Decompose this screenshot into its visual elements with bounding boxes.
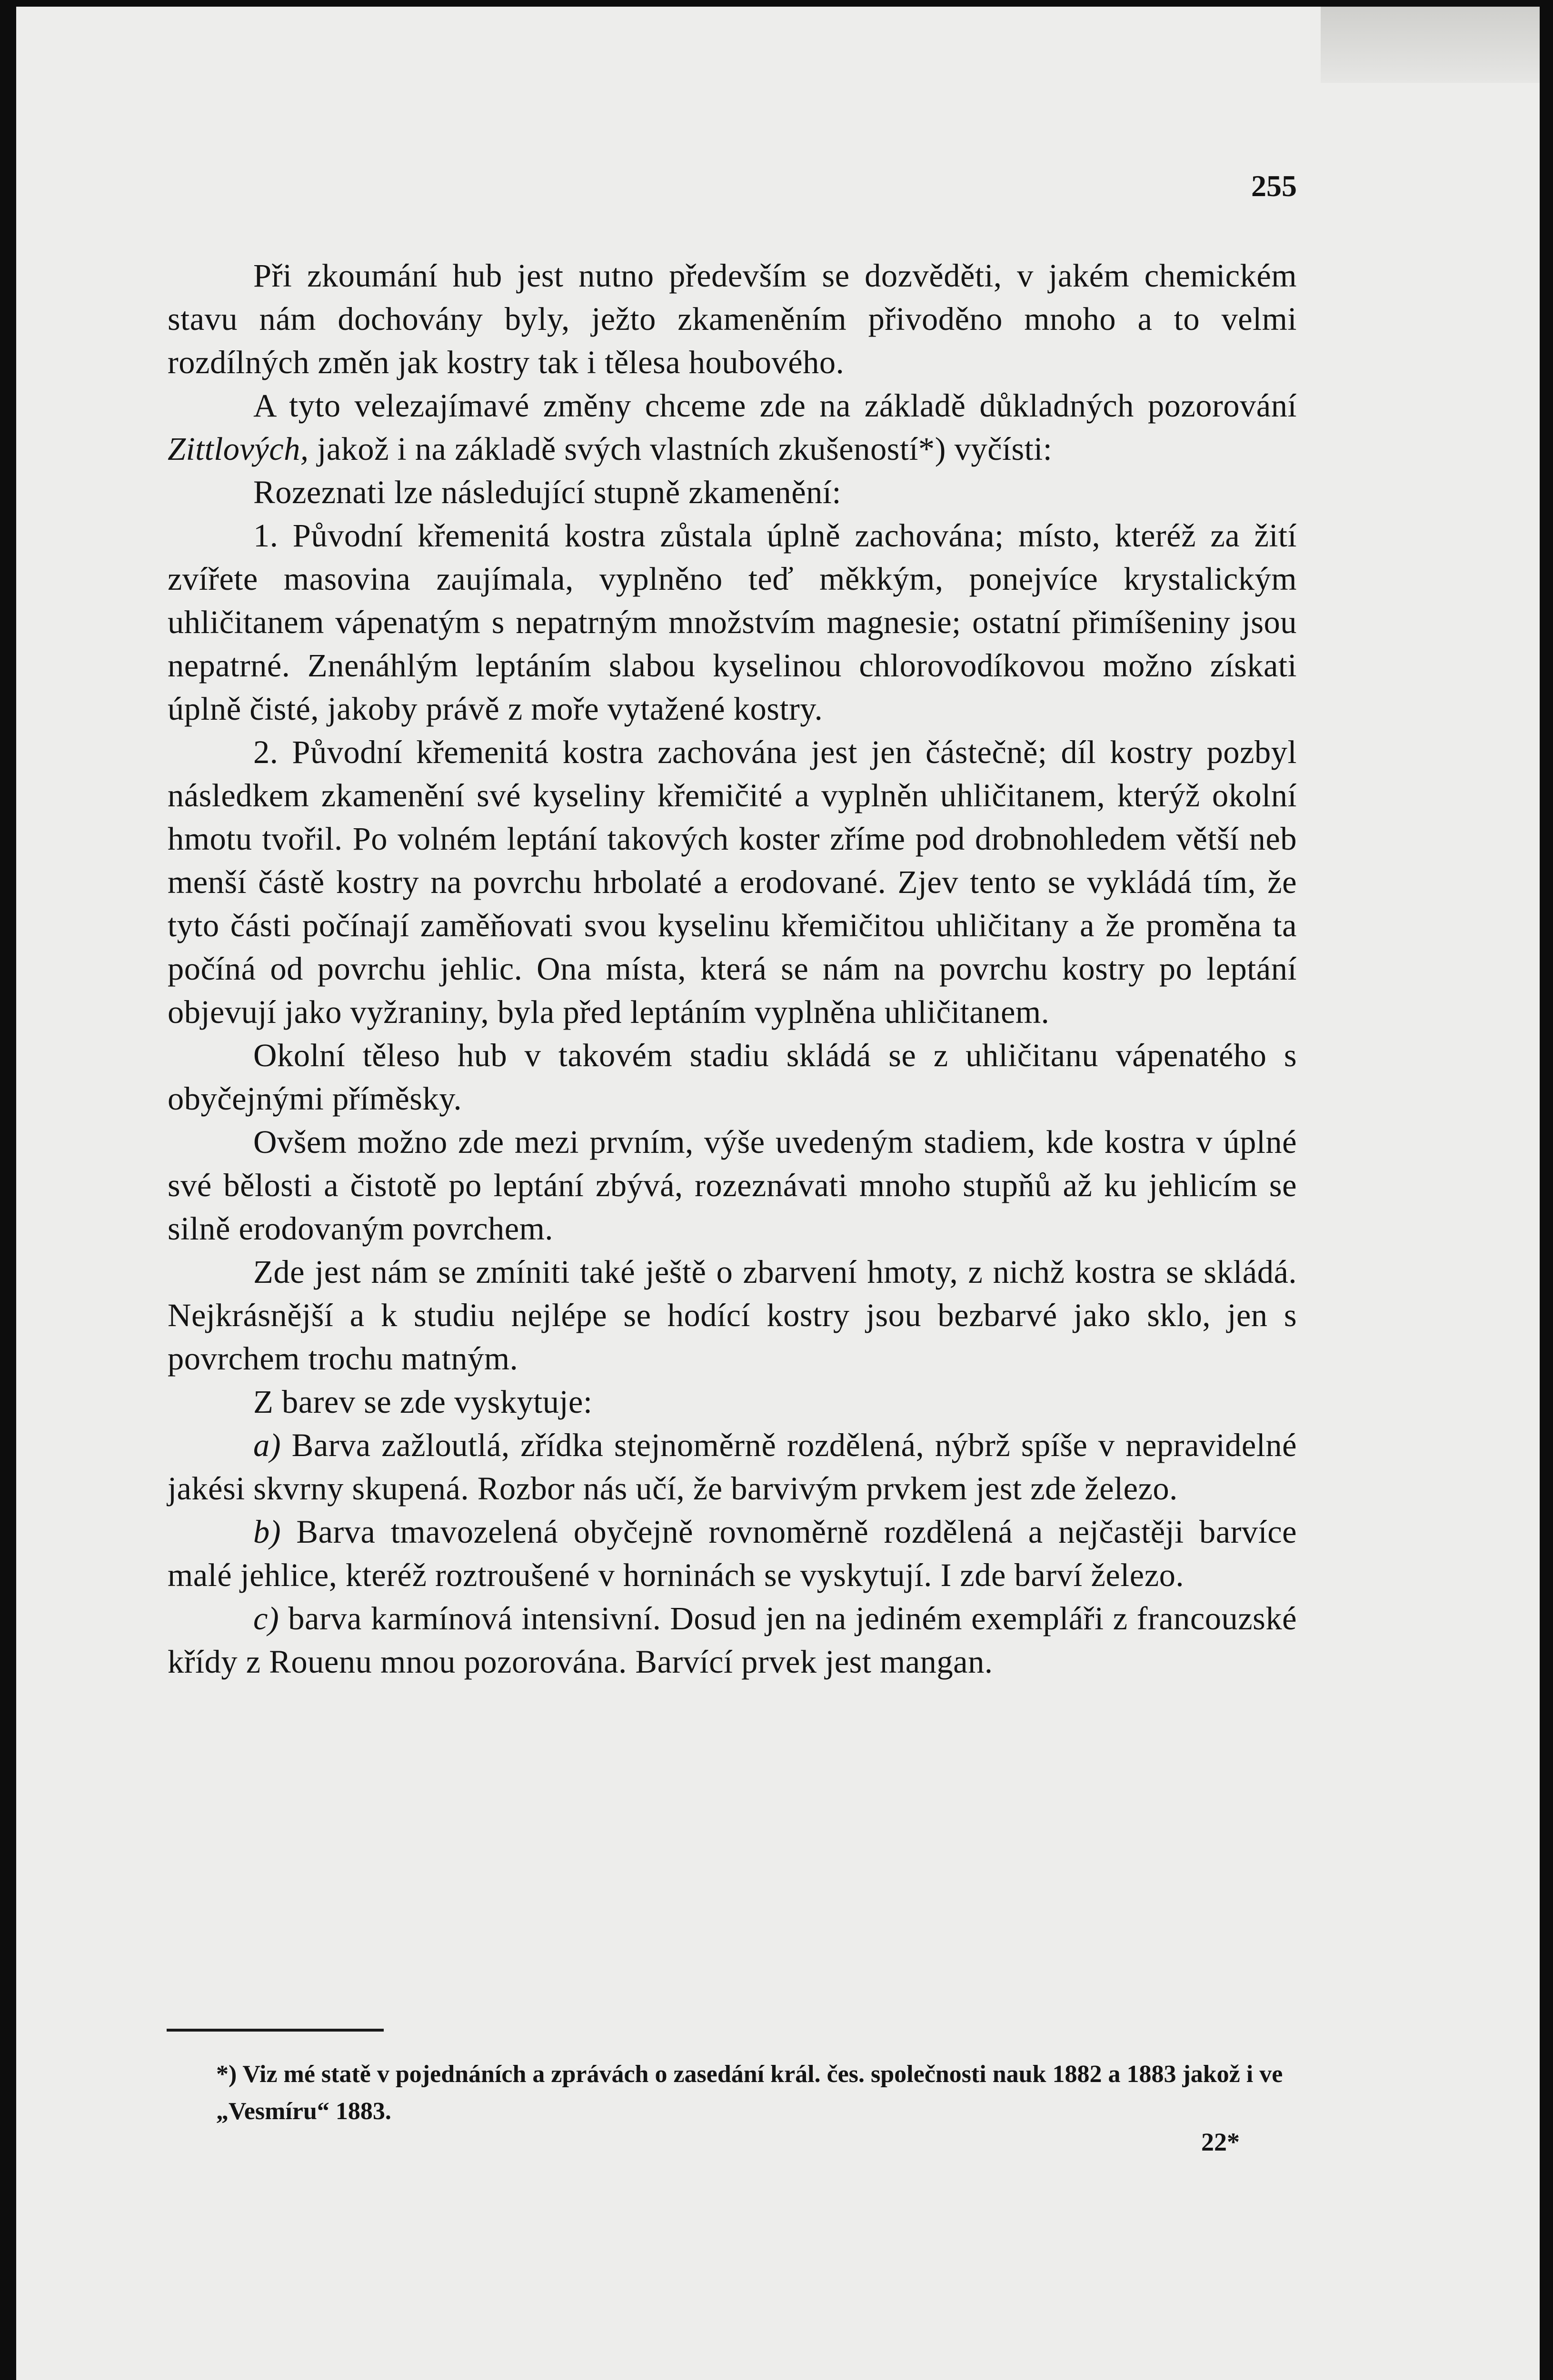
list-label-a: a) xyxy=(253,1427,281,1463)
paragraph-observations xyxy=(168,384,1297,471)
paragraph-stage-1: 1. Původní křemenitá kostra zůstala úplně zachována; místo, kteréž za žití zvířete masovina zaujímala, vyplněno teď měkkým, ponejvíce krystalickým uhličitanem vápenatým s nepatrným množstvím magnesie; ostatní přimíšeniny jsou nepatrné. Znenáhlým leptáním slabou kyselinou chlorovodíkovou možno získati úplně čisté, jakoby právě z moře vytažené kostry. xyxy=(168,517,1297,727)
book-page xyxy=(16,7,1540,2380)
paragraph-intro: Při zkoumání hub jest nutno především se dozvěděti, v jakém chemickém stavu nám dochovány byly, ježto zkameněním přivoděno mnoho a to velmi rozdílných změn jak kostry tak i tělesa houbového. xyxy=(168,258,1297,380)
footnote: *) Viz mé statě v pojednáních a zprávách o zasedání král. čes. společnosti nauk 1882 a 1883 jakož i ve „Vesmíru“ 1883. xyxy=(216,2061,1283,2125)
paragraph-coloration: Zde jest nám se zmíniti také ještě o zbarvení hmoty, z nichž kostra se skládá. Nejkrásnější a k studiu nejlépe se hodící kostry jsou bezbarvé jako sklo, jen s povrchem trochu matným. xyxy=(168,1254,1297,1377)
scan-artifact xyxy=(1321,7,1540,83)
list-text-a: Barva zažloutlá, zřídka stejnoměrně rozdělená, nýbrž spíše v nepravidelné jakési skvrny skupená. Rozbor nás učí, že barvivým prvkem jest zde železo. xyxy=(168,1427,1297,1507)
observations-text-end: jakož i na základě svých vlastních zkušeností*) vyčísti: xyxy=(309,431,1053,467)
footnote-divider xyxy=(167,2029,384,2032)
list-item-color-b xyxy=(168,1510,1297,1597)
list-text-b: Barva tmavozelená obyčejně rovnoměrně rozdělená a nejčastěji barvíce malé jehlice, kteréž roztroušené v horninách se vyskytují. I zde barví železo. xyxy=(168,1514,1297,1593)
author-name-italic: Zittlových, xyxy=(168,431,309,467)
main-text xyxy=(168,254,1297,1684)
paragraph-stages-heading: Rozeznati lze následující stupně zkamenění: xyxy=(253,474,842,510)
paragraph-colors-intro: Z barev se zde vyskytuje: xyxy=(253,1384,593,1420)
list-text-c: barva karmínová intensivní. Dosud jen na jediném exempláři z francouzské křídy z Rouenu mnou pozorována. Barvící prvek jest mangan. xyxy=(168,1600,1297,1680)
page-number: 255 xyxy=(1251,169,1297,203)
observations-text-start: A tyto velezajímavé změny chceme zde na základě důkladných pozorování xyxy=(253,387,1297,424)
list-label-c: c) xyxy=(253,1600,279,1636)
list-label-b: b) xyxy=(253,1514,281,1550)
list-item-color-a xyxy=(168,1424,1297,1510)
paragraph-surrounding-body: Okolní těleso hub v takovém stadiu skládá se z uhličitanu vápenatého s obyčejnými příměsky. xyxy=(168,1037,1297,1117)
printer-signature-mark: 22* xyxy=(1201,2128,1240,2156)
list-item-color-c xyxy=(168,1597,1297,1684)
paragraph-erosion-degrees: Ovšem možno zde mezi prvním, výše uvedeným stadiem, kde kostra v úplné své bělosti a čistotě po leptání zbývá, rozeznávati mnoho stupňů až ku jehlicím se silně erodovaným povrchem. xyxy=(168,1124,1297,1247)
paragraph-stage-2: 2. Původní křemenitá kostra zachována jest jen částečně; díl kostry pozbyl následkem zkamenění své kyseliny křemičité a vyplněn uhličitanem, kterýž okolní hmotu tvořil. Po volném leptání takových koster zříme pod drobnohledem větší neb menší částě kostry na povrchu hrbolaté a erodované. Zjev tento se vykládá tím, že tyto části počínají zaměňovati svou kyselinu křemičitou uhličitany a že proměna ta počíná od povrchu jehlic. Ona místa, která se nám na povrchu kostry po leptání objevují jako vyžraniny, byla před leptáním vyplněna uhličitanem. xyxy=(168,734,1297,1030)
